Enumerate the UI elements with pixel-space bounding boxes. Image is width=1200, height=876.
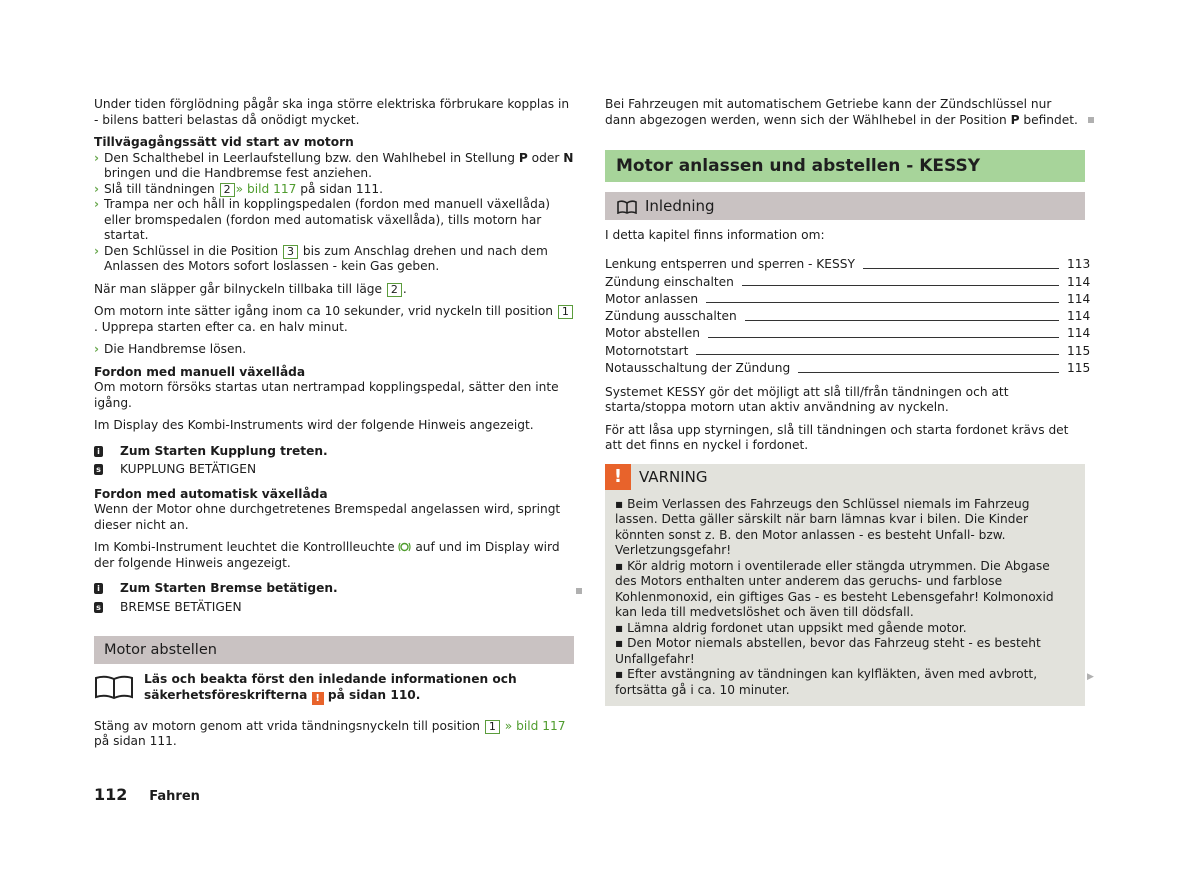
- toc-item[interactable]: Motor abstellen 114: [605, 326, 1091, 341]
- kessy-paragraph: Systemet KESSY gör det möjligt att slå till/från tändningen och att starta/stoppa motorn utan aktiv användning av nyckeln.: [605, 384, 1009, 415]
- section-heading-motor-abstellen: Motor abstellen: [94, 636, 574, 664]
- toc-intro: I detta kapitel finns information om:: [605, 228, 825, 242]
- table-of-contents: [605, 256, 1091, 377]
- manual-gearbox-text: Om motorn försöks startas utan nertrampad kopplingspedal, sätter den inte igång.: [94, 380, 559, 410]
- procedure-step-3: › Trampa ner och håll in kopplingspedalen (fordon med manuell växellåda) eller bromspedalen (fordon med automatisk växellåda), tills motorn har startat.: [94, 197, 551, 242]
- intro-heading: Inledning: [605, 192, 1085, 220]
- section-end-marker: [576, 588, 582, 594]
- handbrake-step: › Die Handbremse lösen.: [94, 342, 247, 356]
- procedure-step-1: › Den Schalthebel in Leerlaufstellung bzw. den Wahlhebel in Stellung P oder N bringen und die Handbremse fest anziehen.: [94, 150, 574, 180]
- left-column: [94, 97, 574, 757]
- warning-exclamation-icon: !: [312, 692, 324, 705]
- lock-paragraph: För att låsa upp styrningen, slå till tändningen och starta fordonet krävs det att det finns en nyckel i fordonet.: [605, 422, 1069, 453]
- chapter-heading: Motor anlassen und abstellen - KESSY: [605, 150, 1085, 182]
- procedure-step-4: › Den Schlüssel in die Position 3 bis zum Anschlag drehen und nach dem Anlassen des Motors sofort loslassen - kein Gas geben.: [94, 243, 548, 273]
- display-message-4: s BREMSE BETÄTIGEN: [94, 600, 574, 616]
- warning-exclamation-icon: !: [605, 464, 631, 490]
- figure-link[interactable]: » bild 117: [235, 181, 297, 196]
- page-footer: [94, 787, 200, 805]
- section-end-marker: [1088, 117, 1094, 123]
- release-paragraph: När man släpper går bilnyckeln tillbaka till läge 2 .: [94, 281, 407, 296]
- footer-section-label: Fahren: [149, 789, 200, 804]
- toc-item[interactable]: Notausschaltung der Zündung 115: [605, 361, 1091, 376]
- toc-item[interactable]: Motornotstart 115: [605, 343, 1091, 358]
- procedure-title: Tillvägagångssätt vid start av motorn: [94, 135, 354, 149]
- page-number: 112: [94, 785, 128, 804]
- display-message-2: s KUPPLUNG BETÄTIGEN: [94, 462, 574, 478]
- safety-note: Läs och beakta först den inledande informationen och säkerhetsföreskrifterna ! på sidan 110.: [94, 672, 574, 705]
- warning-item: ▪ Kör aldrig motorn i oventilerade eller stängda utrymmen. Die Abgase des Motors enthalten unter anderem das geruchs- und farblose Kohlenmonoxid, ein giftiges Gas - es besteht Lebensgefahr! Kolmonoxid kan leda till medvetslöshet och även till dödsfall.: [615, 558, 1054, 620]
- toc-item[interactable]: Lenkung entsperren und sperren - KESSY 113: [605, 257, 1091, 272]
- step-arrow-icon: ›: [94, 243, 100, 258]
- step-arrow-icon: ›: [94, 342, 100, 356]
- step-arrow-icon: ›: [94, 197, 100, 211]
- toc-item[interactable]: Motor anlassen 114: [605, 291, 1091, 306]
- warning-body: [605, 490, 1085, 699]
- warning-item: ▪ Beim Verlassen des Fahrzeugs den Schlüssel niemals im Fahrzeug lassen. Detta gäller särskilt när barn lämnas kvar i bilen. Die Kinder könnten sonst z. B. den Motor anlassen - es besteht Unfall- bzw. Verletzungsgefahr!: [615, 496, 1030, 558]
- position-key-1: 1: [485, 720, 500, 734]
- figure-link[interactable]: » bild 117: [504, 718, 566, 733]
- right-column: [605, 97, 1091, 706]
- warning-lamp-text: Im Kombi-Instrument leuchtet die Kontrollleuchte auf und im Display wird der folgende Hinweis angezeigt.: [94, 540, 560, 570]
- intro-paragraph: Under tiden förglödning pågår ska inga större elektriska förbrukare kopplas in - bilens batteri belastas då onödigt mycket.: [94, 97, 570, 127]
- toc-item[interactable]: Zündung einschalten 114: [605, 274, 1091, 289]
- warning-box: [605, 464, 1085, 707]
- display-message-3: i Zum Starten Bremse betätigen.: [94, 581, 574, 597]
- step-arrow-icon: ›: [94, 181, 100, 196]
- position-key-2: 2: [220, 183, 235, 197]
- segment-display-icon: s: [94, 602, 103, 613]
- stop-engine-paragraph: Stäng av motorn genom att vrida tändningsnyckeln till position 1 » bild 117 på sidan 111.: [94, 718, 566, 748]
- warning-header: ! VARNING: [605, 464, 1085, 490]
- procedure-step-2: › Slå till tändningen 2 » bild 117 på sidan 111.: [94, 181, 384, 196]
- step-arrow-icon: ›: [94, 150, 100, 165]
- info-display-icon: i: [94, 446, 103, 457]
- book-icon: [617, 200, 637, 214]
- retry-paragraph: Om motorn inte sätter igång inom ca 10 sekunder, vrid nyckeln till position 1. Upprepa starten efter ca. en halv minut.: [94, 304, 574, 335]
- warning-item: ▪ Lämna aldrig fordonet utan uppsikt med gående motor.: [615, 620, 967, 635]
- start-procedure: [94, 135, 574, 275]
- warning-item: ▪ Den Motor niemals abstellen, bevor das Fahrzeug steht - es besteht Unfallgefahr!: [615, 636, 1041, 666]
- continue-arrow-icon: ▶: [1087, 672, 1094, 682]
- automatic-gearbox-title: Fordon med automatisk växellåda: [94, 486, 328, 501]
- warning-item: ▪ Efter avstängning av tändningen kan kylfläkten, även med avbrott, fortsätta gå i ca. 10 minuter.: [615, 667, 1038, 697]
- display-message-1: i Zum Starten Kupplung treten.: [94, 444, 574, 460]
- info-display-icon: i: [94, 583, 103, 594]
- manual-gearbox-title: Fordon med manuell växellåda: [94, 364, 306, 379]
- book-icon: [94, 674, 134, 700]
- toc-item[interactable]: Zündung ausschalten 114: [605, 309, 1091, 324]
- position-key-1: 1: [558, 305, 573, 319]
- position-key-2: 2: [387, 283, 402, 297]
- segment-display-icon: s: [94, 464, 103, 475]
- automatic-gearbox-text: Wenn der Motor ohne durchgetretenes Bremspedal angelassen wird, springt dieser nicht an.: [94, 502, 561, 532]
- brake-warning-lamp-icon: [398, 542, 411, 552]
- auto-gearbox-key-paragraph: Bei Fahrzeugen mit automatischem Getriebe kann der Zündschlüssel nur dann abgezogen werden, wenn sich der Wählhebel in der Position P befindet.: [605, 97, 1078, 127]
- position-key-3: 3: [283, 245, 298, 259]
- display-hint-text: Im Display des Kombi-Instruments wird der folgende Hinweis angezeigt.: [94, 418, 534, 432]
